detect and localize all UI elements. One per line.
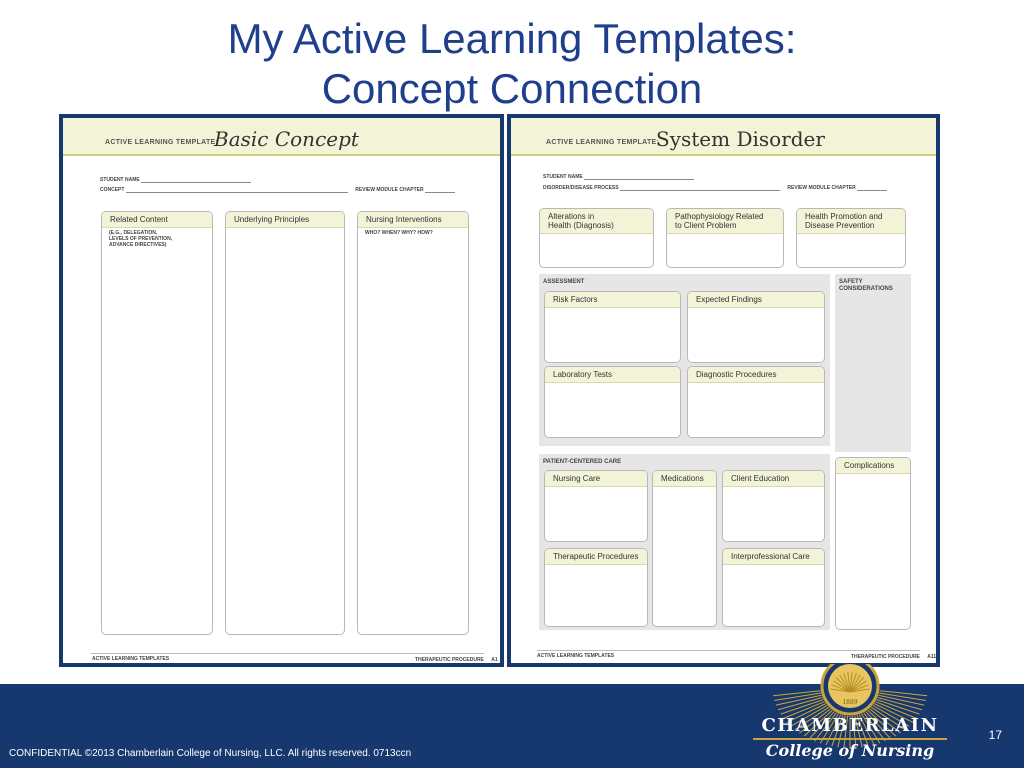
system-footer-page: A11: [927, 654, 937, 660]
system-student-name-label: STUDENT NAME: [543, 174, 583, 180]
nursing-interventions-heading: Nursing Interventions: [358, 212, 468, 228]
system-footer-right: [851, 654, 936, 660]
expected-findings-heading: Expected Findings: [688, 292, 824, 308]
medications-heading: Medications: [653, 471, 716, 487]
safety-considerations-label: SAFETY CONSIDERATIONS: [839, 279, 893, 292]
underlying-principles-heading: Underlying Principles: [226, 212, 344, 228]
assessment-label: ASSESSMENT: [543, 279, 585, 285]
system-student-name-field: [543, 174, 694, 180]
slide-title-line1: My Active Learning Templates:: [227, 15, 797, 62]
system-disorder-label: DISORDER/DISEASE PROCESS: [543, 185, 619, 191]
brand-wordmark: [735, 716, 965, 760]
basic-footer-rule: [91, 653, 484, 654]
risk-factors-heading: Risk Factors: [545, 292, 680, 308]
health-promotion-heading: Health Promotion and Disease Prevention: [797, 209, 905, 234]
slide-title-line2: Concept Connection: [321, 65, 703, 112]
related-content-column: [101, 211, 213, 635]
laboratory-tests-heading: Laboratory Tests: [545, 367, 680, 383]
nursing-interventions-hint: WHO? WHEN? WHY? HOW?: [365, 230, 433, 236]
system-footer-left: ACTIVE LEARNING TEMPLATES: [537, 653, 615, 659]
brand-name: CHAMBERLAIN: [761, 715, 939, 736]
confidential-notice: CONFIDENTIAL ©2013 Chamberlain College of Nursing, LLC. All rights reserved. 0713ccn: [9, 748, 412, 759]
system-footer-section: THERAPEUTIC PROCEDURE: [851, 654, 920, 660]
basic-concept-header: [63, 118, 500, 156]
interprofessional-care-box: [722, 548, 825, 627]
patient-centered-care-label: PATIENT-CENTERED CARE: [543, 459, 622, 465]
complications-heading: Complications: [836, 458, 910, 474]
nursing-care-box: [544, 470, 648, 542]
system-disorder-template: [507, 114, 940, 667]
system-kicker: ACTIVE LEARNING TEMPLATE:: [546, 139, 660, 146]
basic-title: Basic Concept: [214, 127, 359, 151]
therapeutic-procedures-heading: Therapeutic Procedures: [545, 549, 647, 565]
system-disorder-field: [543, 185, 887, 191]
nursing-interventions-column: [357, 211, 469, 635]
brand-rule: [753, 738, 947, 740]
basic-student-name-field: [100, 177, 251, 183]
pathophysiology-heading: Pathophysiology Related to Client Problem: [667, 209, 783, 234]
nursing-care-heading: Nursing Care: [545, 471, 647, 487]
basic-review-module-label: REVIEW MODULE CHAPTER: [355, 187, 424, 193]
risk-factors-box: [544, 291, 681, 363]
laboratory-tests-box: [544, 366, 681, 438]
expected-findings-box: [687, 291, 825, 363]
basic-footer-page: A1: [491, 657, 498, 663]
underlying-principles-column: [225, 211, 345, 635]
basic-footer-left: ACTIVE LEARNING TEMPLATES: [92, 656, 170, 662]
client-education-heading: Client Education: [723, 471, 824, 487]
seal-text: 1889: [842, 699, 858, 706]
therapeutic-procedures-box: [544, 548, 648, 627]
medications-box: [652, 470, 717, 627]
system-review-module-label: REVIEW MODULE CHAPTER: [787, 185, 856, 191]
related-content-hint: (E.G., DELEGATION, LEVELS OF PREVENTION, ADVANCE DIRECTIVES): [109, 230, 173, 248]
alterations-in-health-box: [539, 208, 654, 268]
system-title: System Disorder: [656, 127, 825, 151]
basic-concept-label: CONCEPT: [100, 187, 125, 193]
basic-concept-template: [59, 114, 504, 667]
alterations-in-health-heading: Alterations in Health (Diagnosis): [540, 209, 653, 234]
system-disorder-header: [511, 118, 936, 156]
diagnostic-procedures-box: [687, 366, 825, 438]
pathophysiology-box: [666, 208, 784, 268]
safety-considerations-panel: [835, 274, 911, 452]
basic-student-name-label: STUDENT NAME: [100, 177, 140, 183]
basic-kicker: ACTIVE LEARNING TEMPLATE:: [105, 139, 219, 146]
basic-footer-right: [415, 657, 498, 663]
brand-subtitle: College of Nursing: [765, 741, 935, 760]
interprofessional-care-heading: Interprofessional Care: [723, 549, 824, 565]
client-education-box: [722, 470, 825, 542]
related-content-heading: Related Content: [102, 212, 212, 228]
system-footer-rule: [537, 650, 920, 651]
complications-box: [835, 457, 911, 630]
basic-footer-section: THERAPEUTIC PROCEDURE: [415, 657, 484, 663]
diagnostic-procedures-heading: Diagnostic Procedures: [688, 367, 824, 383]
slide-title: [0, 14, 1024, 114]
basic-concept-field: [100, 187, 455, 193]
health-promotion-box: [796, 208, 906, 268]
slide-page-number: 17: [988, 728, 1002, 742]
